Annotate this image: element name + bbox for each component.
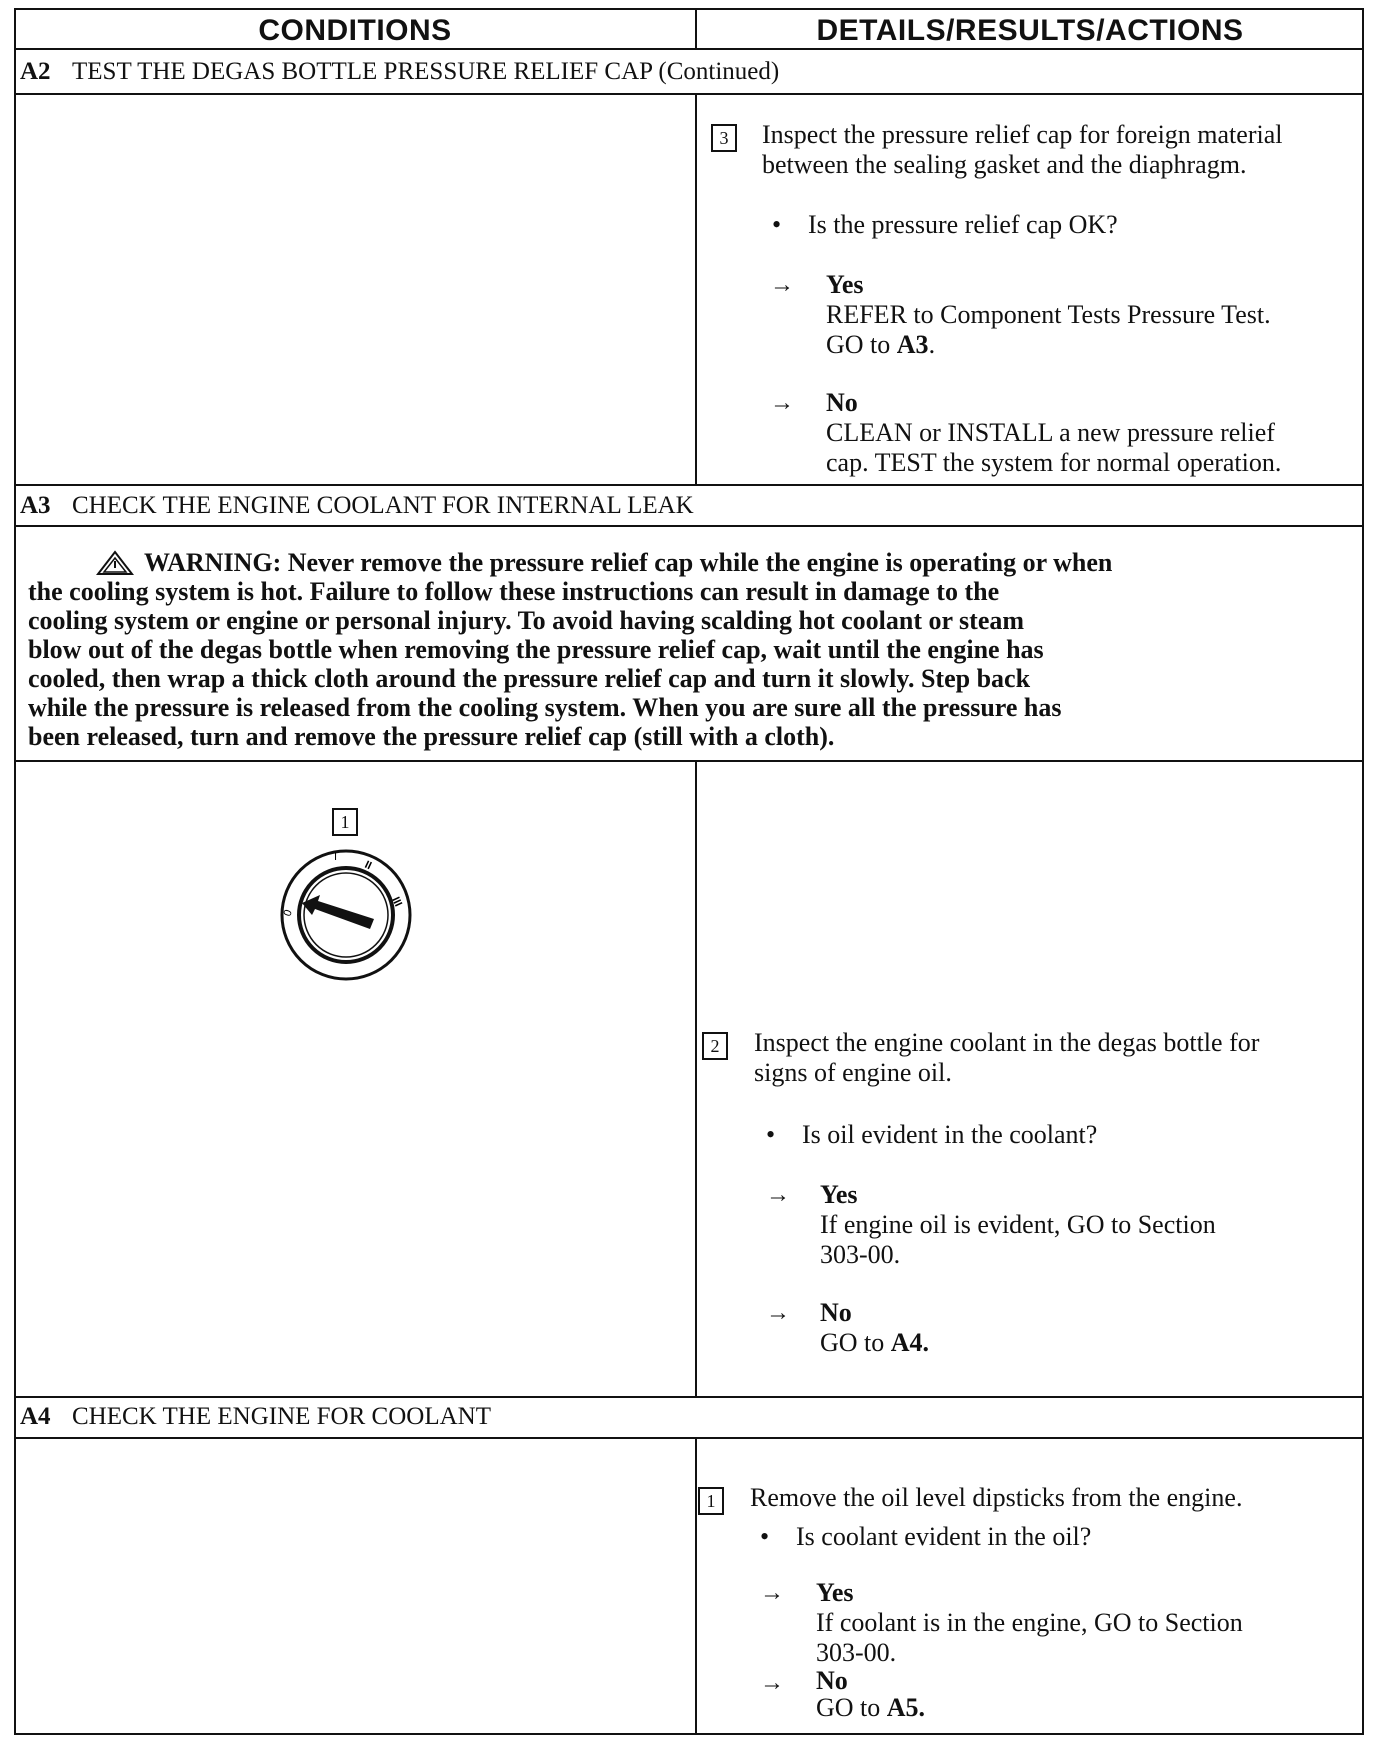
a3-step-number: 2 — [702, 1032, 728, 1060]
a3-no-arrow-icon: → — [766, 1300, 790, 1326]
header-divider — [695, 8, 697, 50]
a3-bottom-rule — [14, 1396, 1364, 1398]
a2-title-rule — [14, 93, 1364, 95]
warning-line-3: cooling system or engine or personal injury. To avoid having scalding hot coolant or steam — [28, 606, 1025, 635]
a2-question: • Is the pressure relief cap OK? — [772, 210, 1118, 239]
svg-text:III: III — [389, 895, 405, 909]
warning-line-6: while the pressure is released from the cooling system. When you are sure all the pressure has — [28, 693, 1062, 722]
section-a4-title — [20, 1403, 491, 1431]
a3-yes-answer: Yes If engine oil is evident, GO to Section 303-00. — [820, 1180, 1216, 1269]
a4-divider — [695, 1437, 697, 1734]
a3-step-text: Inspect the engine coolant in the degas bottle for signs of engine oil. — [754, 1028, 1260, 1087]
section-a4-id: A4 — [20, 1403, 51, 1430]
section-a2-text: TEST THE DEGAS BOTTLE PRESSURE RELIEF CAP (Continued) — [72, 58, 780, 85]
a3-yes-arrow-icon: → — [766, 1182, 790, 1208]
a3-warning-rule — [14, 760, 1364, 762]
warning-line-5: cooled, then wrap a thick cloth around the pressure relief cap and turn it slowly. Step back — [28, 664, 1031, 693]
svg-text:I: I — [334, 851, 338, 863]
a4-step-number: 1 — [698, 1487, 724, 1515]
a4-step-text: Remove the oil level dipsticks from the engine. — [750, 1483, 1243, 1512]
a4-title-rule — [14, 1437, 1364, 1439]
warning-line-7: been released, turn and remove the pressure relief cap (still with a cloth). — [28, 722, 835, 751]
a3-no-answer: No GO to A4. — [820, 1298, 930, 1357]
a2-step-text: Inspect the pressure relief cap for foreign material between the sealing gasket and the diaphragm. — [762, 120, 1283, 179]
section-a3-title — [20, 492, 694, 520]
a3-warning — [28, 548, 1326, 751]
warning-line-4: blow out of the degas bottle when removing the pressure relief cap, wait until the engine has — [28, 635, 1044, 664]
a2-bottom-rule — [14, 484, 1364, 486]
pressure-cap-dial-icon — [276, 845, 416, 985]
section-a3-text: CHECK THE ENGINE COOLANT FOR INTERNAL LEAK — [72, 492, 694, 519]
section-a2-id: A2 — [20, 58, 51, 85]
a2-yes-answer: Yes REFER to Component Tests Pressure Test. GO to A3. — [826, 270, 1271, 359]
header-rule — [14, 48, 1364, 50]
svg-text:II: II — [362, 858, 374, 873]
a3-title-rule — [14, 525, 1364, 527]
diagnostic-page — [14, 0, 1364, 1754]
section-a3-id: A3 — [20, 492, 51, 519]
a2-step-number: 3 — [711, 124, 737, 152]
a2-no-answer: No CLEAN or INSTALL a new pressure relief cap. TEST the system for normal operation. — [826, 388, 1282, 477]
section-a2-title — [20, 58, 779, 86]
a4-yes-arrow-icon: → — [760, 1580, 784, 1606]
section-a4-text: CHECK THE ENGINE FOR COOLANT — [72, 1403, 491, 1430]
header-conditions: CONDITIONS — [258, 14, 452, 47]
header-details: DETAILS/RESULTS/ACTIONS — [816, 14, 1244, 47]
a3-question: • Is oil evident in the coolant? — [766, 1120, 1098, 1149]
warning-line-2: the cooling system is hot. Failure to follow these instructions can result in damage to the — [28, 577, 1000, 606]
a2-no-arrow-icon: → — [770, 390, 794, 416]
warning-triangle-icon — [96, 550, 134, 576]
table-frame — [14, 8, 1364, 1735]
a2-yes-arrow-icon: → — [770, 272, 794, 298]
a3-divider — [695, 760, 697, 1397]
a4-yes-answer: Yes If coolant is in the engine, GO to Section 303-00. — [816, 1578, 1243, 1667]
a2-divider — [695, 93, 697, 485]
a4-no-answer: No GO to A5. — [816, 1666, 926, 1722]
a4-no-arrow-icon: → — [760, 1670, 784, 1696]
a4-question: • Is coolant evident in the oil? — [760, 1522, 1092, 1551]
a3-figure-number: 1 — [332, 808, 358, 836]
svg-text:0: 0 — [281, 908, 295, 919]
warning-line-1: WARNING: Never remove the pressure relief cap while the engine is operating or when — [144, 548, 1113, 577]
